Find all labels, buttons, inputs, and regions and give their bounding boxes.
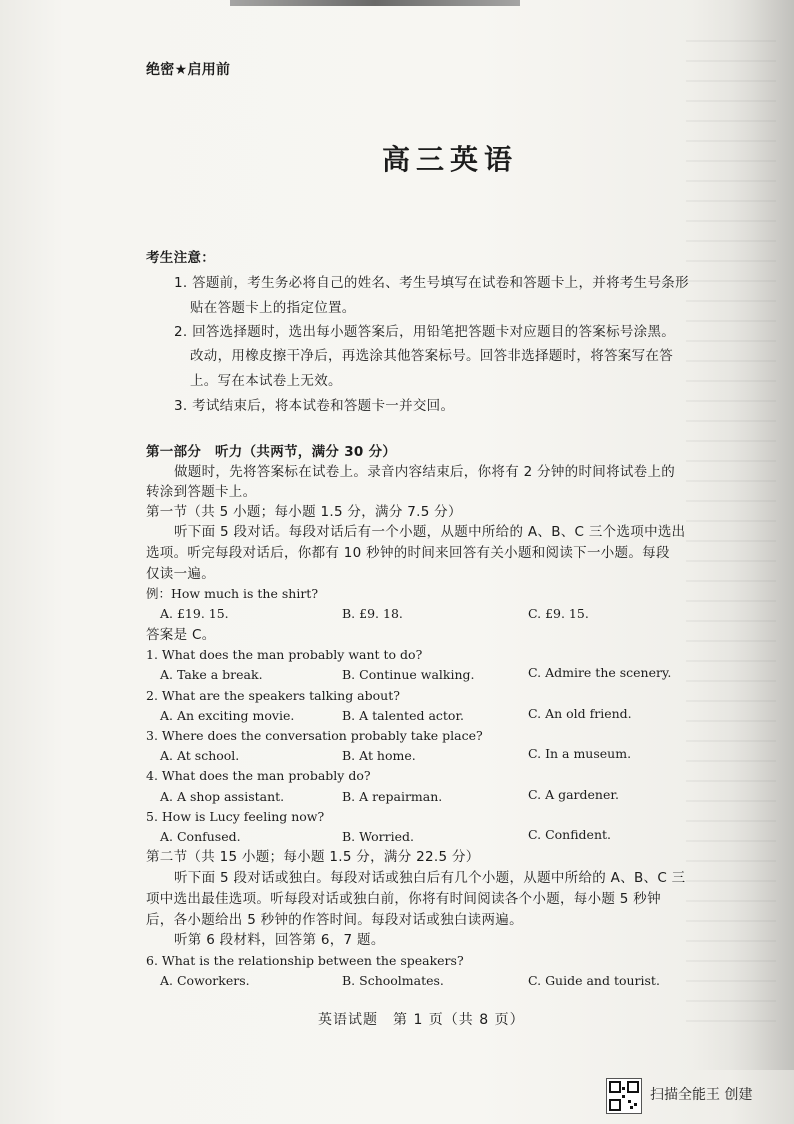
- q5-option-a: A. Confused.: [160, 829, 241, 844]
- q5-option-c: C. Confident.: [528, 827, 611, 842]
- example-question: 例：How much is the shirt?: [146, 586, 319, 601]
- show-through-bleed: [686, 40, 776, 1030]
- section2-heading: 第二节（共 15 小题；每小题 1.5 分，满分 22.5 分）: [146, 849, 480, 865]
- section1-intro-cont2: 仅读一遍。: [146, 566, 215, 582]
- q3-option-b: B. At home.: [342, 748, 416, 763]
- page-title: 高三英语: [382, 143, 519, 176]
- question-4: 4. What does the man probably do?: [146, 768, 371, 783]
- example-option-c: C. £9. 15.: [528, 606, 589, 621]
- q4-option-c: C. A gardener.: [528, 787, 619, 802]
- notice-item-2-cont2: 上。写在本试卷上无效。: [190, 373, 342, 389]
- part1-heading: 第一部分 听力（共两节，满分 30 分）: [146, 444, 397, 460]
- notice-item-2-cont: 改动，用橡皮擦干净后，再选涂其他答案标号。回答非选择题时，将答案写在答: [190, 348, 673, 364]
- q4-option-b: B. A repairman.: [342, 789, 443, 804]
- scanner-watermark: 扫描全能王 创建: [650, 1087, 753, 1103]
- q1-option-c: C. Admire the scenery.: [528, 665, 672, 680]
- section2-intro: 听下面 5 段对话或独白。每段对话或独白后有几个小题，从题中所给的 A、B、C 三: [174, 870, 686, 886]
- notice-item-1: 1. 答题前，考生务必将自己的姓名、考生号填写在试卷和答题卡上，并将考生号条形: [174, 275, 689, 291]
- section1-intro-cont: 选项。听完每段对话后，你都有 10 秒钟的时间来回答有关小题和阅读下一小题。每段: [146, 545, 670, 561]
- section2-intro-cont: 项中选出最佳选项。听每段对话或独白前，你将有时间阅读各个小题，每小题 5 秒钟: [146, 891, 661, 907]
- question-1: 1. What does the man probably want to do?: [146, 647, 423, 662]
- q2-option-a: A. An exciting movie.: [160, 708, 295, 723]
- question-6: 6. What is the relationship between the speakers?: [146, 953, 464, 968]
- section1-heading: 第一节（共 5 小题；每小题 1.5 分，满分 7.5 分）: [146, 504, 462, 520]
- q6-option-a: A. Coworkers.: [160, 973, 250, 988]
- part1-intro-cont: 转涂到答题卡上。: [146, 484, 257, 500]
- example-option-b: B. £9. 18.: [342, 606, 403, 621]
- q3-option-a: A. At school.: [160, 748, 240, 763]
- q1-option-b: B. Continue walking.: [342, 667, 475, 682]
- q5-option-b: B. Worried.: [342, 829, 414, 844]
- example-option-a: A. £19. 15.: [160, 606, 229, 621]
- q2-option-c: C. An old friend.: [528, 706, 632, 721]
- qr-code-icon: [606, 1078, 642, 1114]
- scan-edge-strip: [230, 0, 520, 6]
- page-footer: 英语试题 第 1 页（共 8 页）: [318, 1012, 525, 1028]
- notice-item-2: 2. 回答选择题时，选出每小题答案后，用铅笔把答题卡对应题目的答案标号涂黑。: [174, 324, 676, 340]
- section1-intro: 听下面 5 段对话。每段对话后有一个小题，从题中所给的 A、B、C 三个选项中选出: [174, 524, 686, 540]
- notice-item-1-cont: 贴在答题卡上的指定位置。: [190, 300, 356, 316]
- q3-option-c: C. In a museum.: [528, 746, 632, 761]
- q6-option-c: C. Guide and tourist.: [528, 973, 660, 988]
- section2-intro-cont2: 后，各小题给出 5 秒钟的作答时间。每段对话或独白读两遍。: [146, 912, 523, 928]
- notice-item-3: 3. 考试结束后，将本试卷和答题卡一并交回。: [174, 398, 455, 414]
- q4-option-a: A. A shop assistant.: [160, 789, 285, 804]
- q2-option-b: B. A talented actor.: [342, 708, 465, 723]
- question-2: 2. What are the speakers talking about?: [146, 688, 400, 703]
- question-3: 3. Where does the conversation probably take place?: [146, 728, 483, 743]
- notice-heading: 考生注意：: [146, 250, 215, 266]
- confidential-label: 绝密★启用前: [146, 62, 231, 78]
- q6-option-b: B. Schoolmates.: [342, 973, 444, 988]
- part1-intro: 做题时，先将答案标在试卷上。录音内容结束后，你将有 2 分钟的时间将试卷上的: [174, 464, 676, 480]
- material-6-instruction: 听第 6 段材料，回答第 6，7 题。: [174, 932, 385, 948]
- question-5: 5. How is Lucy feeling now?: [146, 809, 325, 824]
- q1-option-a: A. Take a break.: [160, 667, 263, 682]
- example-answer: 答案是 C。: [146, 627, 216, 643]
